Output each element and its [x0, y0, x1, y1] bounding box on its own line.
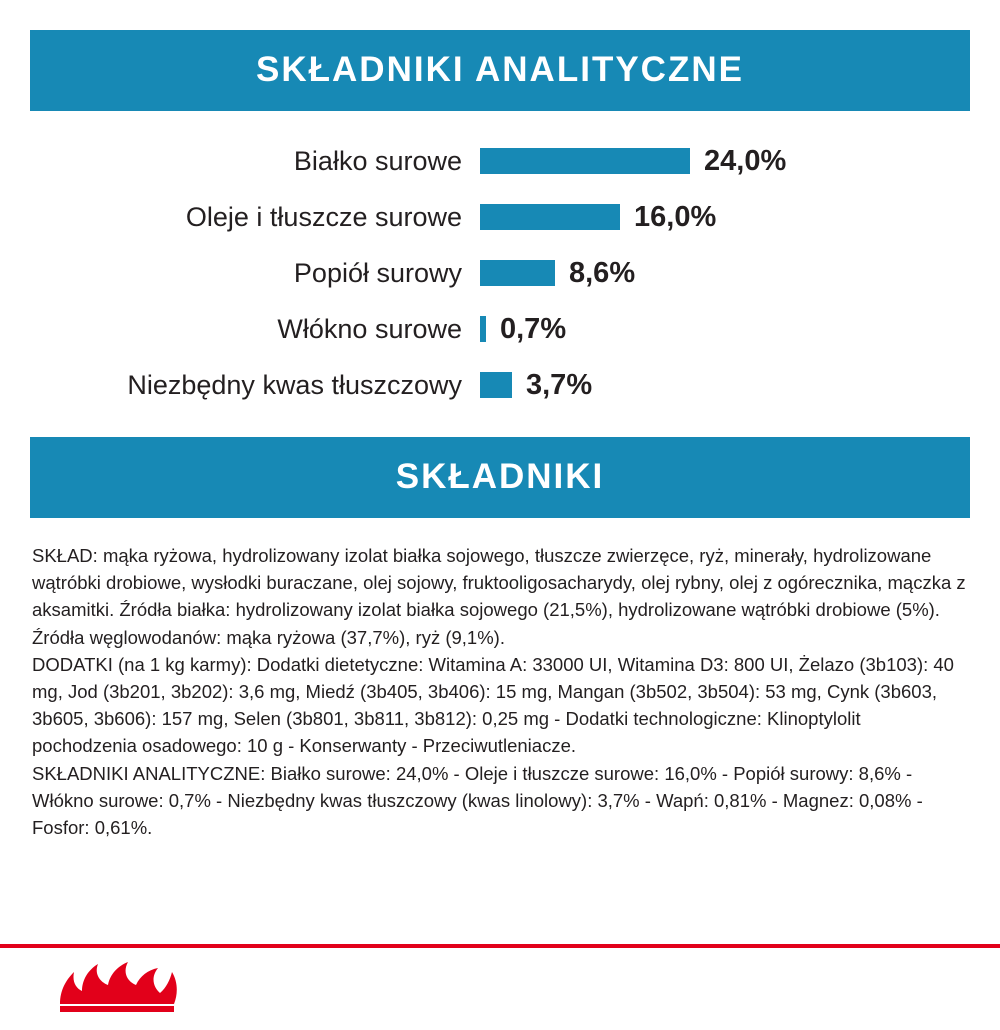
chart-row-bar-area: [480, 201, 1000, 234]
royal-canin-crown-logo: [52, 960, 182, 1018]
ingredients-paragraph: SKŁAD: mąka ryżowa, hydrolizowany izolat białka sojowego, tłuszcze zwierzęce, ryż, minerały, hydrolizowane wątróbki drobiowe, wysłodki buraczane, olej sojowy, fruktooligosacharydy, olej rybny, olej z ogórecznika, mączka z aksamitki. Źródła białka: hydrolizowany izolat białka sojowego (21,5%), hydrolizowane wątróbki drobiowe (5%). Źródła węglowodanów: mąka ryżowa (37,7%), ryż (9,1%).: [32, 545, 966, 648]
chart-row-value: 8,6%: [569, 256, 636, 289]
chart-bar: [480, 148, 690, 174]
footer-divider: [0, 944, 1000, 948]
chart-bar: [480, 260, 555, 286]
chart-row-bar-area: [480, 313, 1000, 346]
analytical-constituents-banner: SKŁADNIKI ANALITYCZNE: [30, 30, 970, 111]
chart-row-label: Niezbędny kwas tłuszczowy: [127, 369, 462, 400]
chart-row-value: 16,0%: [634, 200, 717, 233]
ingredients-paragraph: DODATKI (na 1 kg karmy): Dodatki dietetyczne: Witamina A: 33000 UI, Witamina D3: 800 UI, Żelazo (3b103): 40 mg, Jod (3b201, 3b202): 3,6 mg, Miedź (3b405, 3b406): 15 mg, Mangan (3b502, 3b504): 53 mg, Cynk (3b603, 3b605, 3b606): 157 mg, Selen (3b801, 3b811, 3b812): 0,25 mg - Dodatki technologiczne: Klinoptylolit pochodzenia osadowego: 10 g - Konserwanty - Przeciwutleniacze.: [32, 653, 954, 757]
ingredients-banner: SKŁADNIKI: [30, 437, 970, 518]
chart-row-label: Popiół surowy: [293, 257, 462, 288]
chart-row: [0, 245, 1000, 301]
chart-row-value: 3,7%: [526, 368, 593, 401]
footer: [0, 944, 1000, 1030]
chart-row-label: Białko surowe: [293, 145, 462, 176]
chart-row-label: Włókno surowe: [277, 313, 462, 344]
analytical-constituents-chart: [0, 133, 1000, 413]
chart-row: [0, 301, 1000, 357]
chart-row: [0, 189, 1000, 245]
chart-row-label: Oleje i tłuszcze surowe: [185, 201, 462, 232]
ingredients-paragraph: SKŁADNIKI ANALITYCZNE: Białko surowe: 24,0% - Oleje i tłuszcze surowe: 16,0% - Popiół surowy: 8,6% - Włókno surowe: 0,7% - Niezbędny kwas tłuszczowy (kwas linolowy): 3,7% - Wapń: 0,81% - Magnez: 0,08% - Fosfor: 0,61%.: [32, 762, 923, 838]
chart-row: [0, 357, 1000, 413]
chart-row-bar-area: [480, 257, 1000, 290]
chart-row-bar-area: [480, 145, 1000, 178]
chart-row-value: 24,0%: [704, 144, 787, 177]
chart-row-bar-area: [480, 369, 1000, 402]
chart-row: [0, 133, 1000, 189]
ingredients-text-block: [0, 518, 1000, 841]
nutrition-panel: [0, 30, 1000, 1030]
chart-bar: [480, 204, 620, 230]
chart-bar: [480, 372, 512, 398]
chart-row-value: 0,7%: [500, 312, 567, 345]
